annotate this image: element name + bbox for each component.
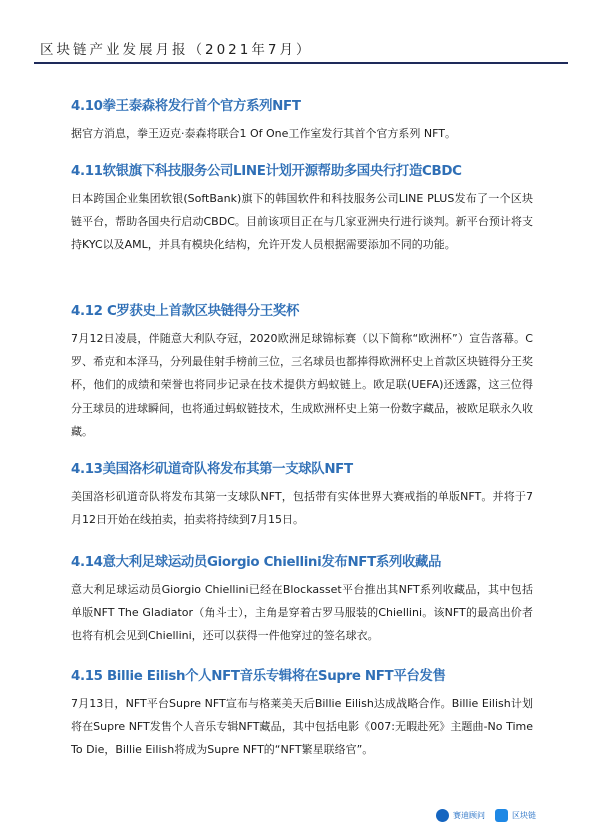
section-4-14: [71, 551, 533, 648]
blockchain-logo-text: 区块链: [512, 810, 536, 820]
ccid-logo-icon: [436, 809, 449, 822]
section-body: 据官方消息，拳王迈克·泰森将联合1 Of One工作室发行其首个官方系列 NFT。: [71, 127, 456, 140]
section-4-13: [71, 458, 533, 531]
report-header: 区块链产业发展月报（2021年7月）: [40, 42, 313, 58]
header-divider: [34, 62, 568, 64]
section-body: 美国洛杉矶道奇队将发布其第一支球队NFT，包括带有实体世界大赛戒指的单版NFT。并将于7月12日开始在线拍卖，拍卖将持续到7月15日。: [71, 490, 533, 527]
section-4-11: [71, 160, 533, 257]
section-4-15: [71, 665, 533, 762]
section-title: 4.13美国洛杉矶道奇队将发布其第一支球队NFT: [71, 462, 353, 477]
section-4-12: [71, 300, 533, 443]
section-title: 4.10拳王泰森将发行首个官方系列NFT: [71, 99, 301, 114]
section-title: 4.15 Billie Eilish个人NFT音乐专辑将在Supre NFT平台发售: [71, 669, 446, 684]
ccid-logo-text: 赛迪顾问: [453, 810, 485, 820]
ccid-logo: [436, 809, 485, 822]
section-title: 4.11软银旗下科技服务公司LINE计划开源帮助多国央行打造CBDC: [71, 164, 462, 179]
section-body: 7月13日，NFT平台Supre NFT宣布与格莱美天后Billie Eilish达成战略合作。Billie Eilish计划将在Supre NFT发售个人音乐专辑NFT藏品，其中包括电影《007:无暇赴死》主题曲-No Time To Die，Billie Eilish将成为Supre NFT的“NFT繁星联络官”。: [71, 697, 533, 757]
section-body: 日本跨国企业集团软银(SoftBank)旗下的韩国软件和科技服务公司LINE PLUS发布了一个区块链平台，帮助各国央行启动CBDC。目前该项目正在与几家亚洲央行进行谈判。新平台预计将支持KYC以及AML，并具有模块化结构，允许开发人员根据需要添加不同的功能。: [71, 192, 533, 252]
footer-logos: [436, 808, 536, 822]
section-body: 意大利足球运动员Giorgio Chiellini已经在Blockasset平台推出其NFT系列收藏品，其中包括单版NFT The Gladiator（角斗士），主角是穿着古罗马服装的Chiellini。该NFT的最高出价者也将有机会见到Chiellini，还可以获得一件他穿过的签名球衣。: [71, 583, 533, 643]
section-4-10: [71, 95, 533, 145]
section-body: 7月12日凌晨，伴随意大利队夺冠，2020欧洲足球锦标赛（以下简称“欧洲杯”）宣告落幕。C罗、希克和本泽马，分列最佳射手榜前三位，三名球员也都捧得欧洲杯史上首款区块链得分王奖杯，他们的成绩和荣誉也将同步记录在技术提供方蚂蚁链上。欧足联(UEFA)还透露，这三位得分王球员的进球瞬间，也将通过蚂蚁链技术，生成欧洲杯史上第一份数字藏品，被欧足联永久收藏。: [71, 332, 533, 438]
blockchain-logo-icon: [495, 809, 508, 822]
blockchain-logo: [495, 809, 536, 822]
section-title: 4.14意大利足球运动员Giorgio Chiellini发布NFT系列收藏品: [71, 555, 442, 570]
section-title: 4.12 C罗获史上首款区块链得分王奖杯: [71, 304, 299, 319]
